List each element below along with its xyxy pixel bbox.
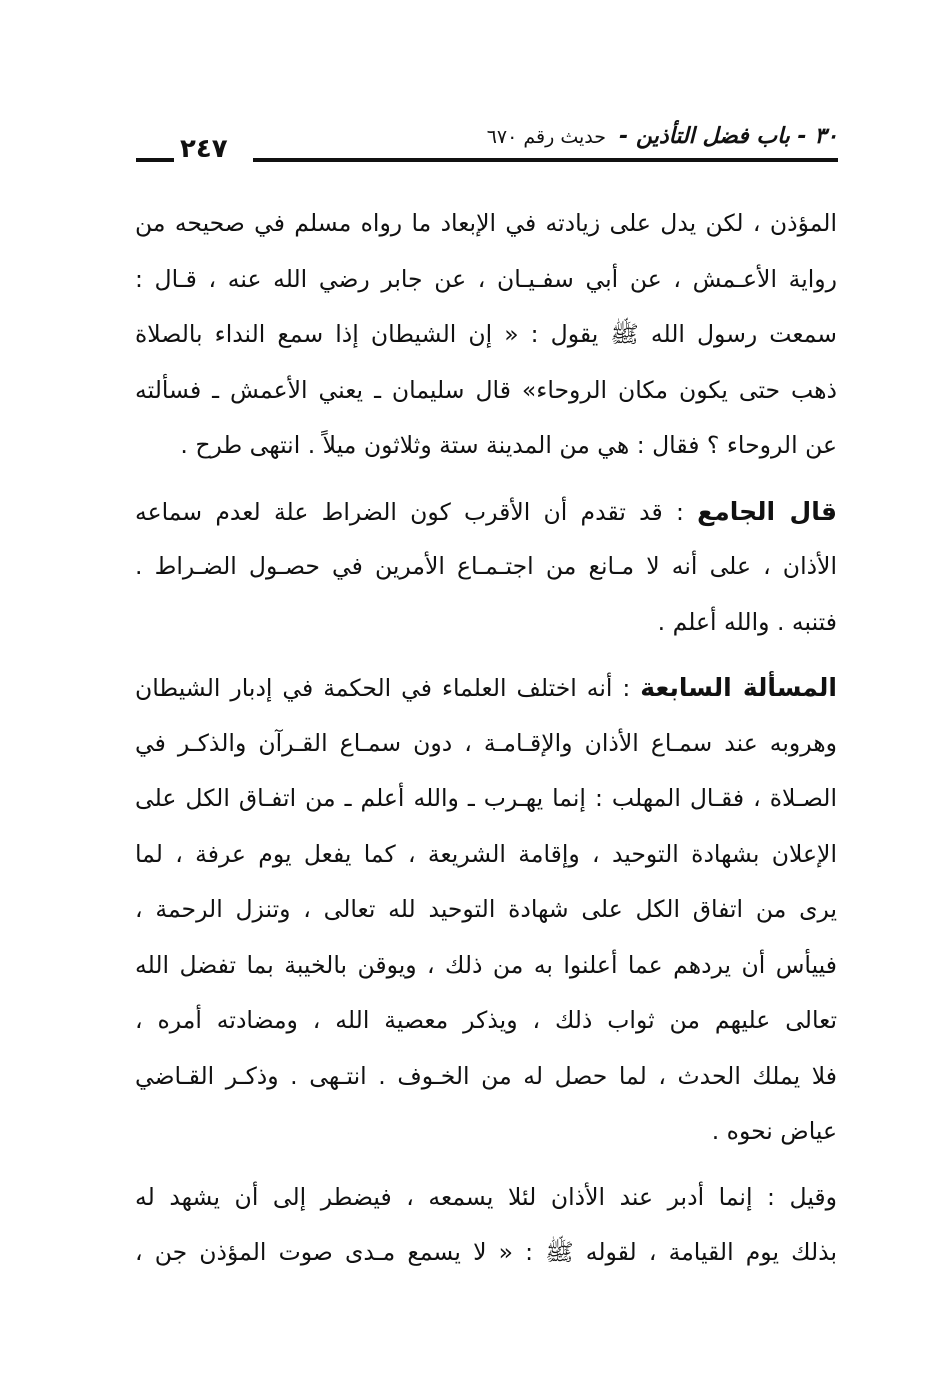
header-rule (253, 158, 838, 162)
page-header (130, 118, 838, 170)
text-line: فييأس أن يردهم عما أعلنوا به من ذلك ، ويوقن بالخيبة بما تفضل الله (135, 950, 837, 979)
paragraph-text: : قد تقدم أن الأقرب كون الضراط علة لعدم سماعه (135, 497, 698, 526)
text-line: عياض نحوه . (711, 1117, 837, 1145)
body-text (135, 196, 837, 1281)
text-line: فلا يملك الحدث ، لما حصل له من الخـوف . انتـهى . وذكـر القـاضي (135, 1061, 837, 1090)
text-line: وهروبه عند سمـاع الأذان والإقـامـة ، دون سمـاع القـرآن والذكـر في (135, 728, 837, 757)
paragraph-lead: المسألة السابعة (640, 673, 837, 702)
text-line: ذهب حتى يكون مكان الروحاء» قال سليمان ـ يعني الأعمش ـ فسألته (135, 375, 837, 404)
page-number: ٢٤٧ (180, 134, 228, 164)
text-line: تعالى عليهم من ثواب ذلك ، ويذكر معصية الله ، ومضادته أمره ، (135, 1006, 837, 1034)
chapter-title: ٣٠ - باب فضل التأذين - (619, 124, 838, 149)
text-line: عن الروحاء ؟ فقال : هي من المدينة ستة وثلاثون ميلاً . انتهى طرح . (180, 431, 837, 459)
text-line: رواية الأعـمش ، عن أبي سفـيـان ، عن جابر رضي الله عنه ، قـال : (135, 264, 837, 293)
text-line: المؤذن ، لكن يدل على زيادته في الإبعاد ما رواه مسلم في صحيحه من (135, 209, 837, 237)
text-line: فتنبه . والله أعلم . (657, 607, 837, 636)
text-line: وقيل : إنما أدبر عند الأذان لئلا يسمعه ، فيضطر إلى أن يشهد له (135, 1182, 837, 1211)
text-line: سمعت رسول الله ﷺ يقول : « إن الشيطان إذا سمع النداء بالصلاة (135, 320, 837, 348)
text-line: الإعلان بشهادة التوحيد ، وإقامة الشريعة ، كما يفعل يوم عرفة ، لما (135, 839, 837, 868)
hadith-reference: حديث رقم ٦٧٠ (486, 126, 606, 148)
text-line: الأذان ، على أنه لا مـانع من اجتـمـاع الأمرين في حصـول الضـراط . (135, 552, 837, 580)
text-line (135, 484, 837, 540)
text-line: بذلك يوم القيامة ، لقوله ﷺ : « لا يسمع مـدى صوت المؤذن جن ، (135, 1238, 837, 1266)
paragraph-text: : أنه اختلف العلماء في الحكمة في إدبار الشيطان (135, 674, 641, 702)
paragraph-lead: قال الجامع (697, 496, 837, 526)
text-line: الصـلاة ، فقـال المهلب : إنما يهـرب ـ والله أعلم ـ من اتفـاق الكل على (135, 784, 837, 812)
text-line: يرى من اتفاق الكل على شهادة التوحيد لله تعالى ، وتنزل الرحمة ، (135, 895, 837, 923)
page-number-rule (136, 158, 174, 162)
text-line (135, 660, 837, 716)
